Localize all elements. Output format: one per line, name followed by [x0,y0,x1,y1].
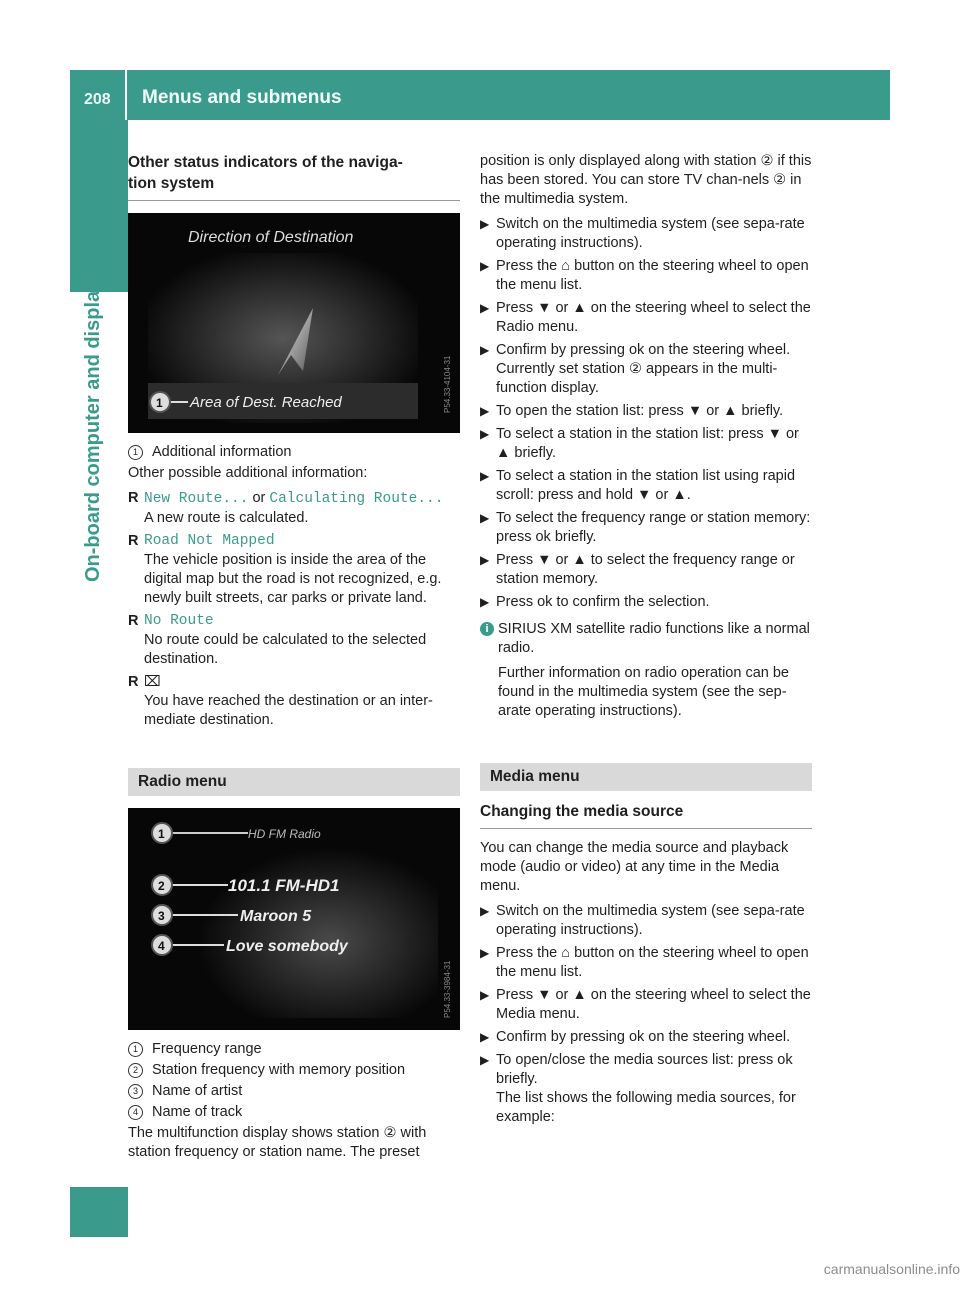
list-item: R ⌧ You have reached the destination or an inter-mediate destination. [128,673,460,730]
radio-band-label: HD FM Radio [248,827,321,841]
svg-text:2: 2 [158,879,165,893]
section-heading-radio: Radio menu [128,768,460,796]
legend-text: Frequency range [152,1041,262,1057]
legend-number: 3 [128,1084,143,1099]
step-text: Switch on the multimedia system (see sepa-rate operating instructions). [496,903,805,938]
legend-text: Name of artist [152,1083,243,1099]
image-code: P54.33-4104-31 [443,355,452,413]
legend-number: 1 [128,1042,143,1057]
page-number: 208 [84,91,111,108]
page-header [70,70,890,120]
legend-number: 1 [128,445,143,460]
step-item: ▶ To open/close the media sources list: press ok briefly. The list shows the following media sources, for example: [480,1051,812,1127]
step-item: ▶ Press ▼ or ▲ to select the frequency range or station memory. [480,551,812,589]
legend-text: Additional information [152,444,292,460]
legend-number: 2 [128,1063,143,1078]
page-title: Menus and submenus [142,87,342,108]
step-item: ▶ To select a station in the station list using rapid scroll: press and hold ▼ or ▲. [480,467,812,505]
step-item: ▶ To open the station list: press ▼ or ▲ briefly. [480,403,784,419]
list-item: R No Route No route could be calculated to the selected destination. [128,612,460,669]
legend-item [128,1082,460,1101]
legend-number: 4 [128,1105,143,1120]
term-calculating-route: Calculating Route... [269,491,444,507]
side-tab-top [70,120,128,292]
step-item: ▶ Confirm by pressing ok on the steering wheel. [480,1029,791,1045]
legend-item [128,1061,460,1080]
item-description: No route could be calculated to the selected destination. [144,632,427,667]
info-icon: i [480,622,494,636]
step-text: Switch on the multimedia system (see sepa-rate operating instructions). [496,216,805,251]
step-text: To select the frequency range or station memory: press ok briefly. [496,510,811,545]
watermark: carmanualsonline.info [823,1261,960,1277]
legend-text: Name of track [152,1104,243,1120]
info-note [480,620,812,727]
section-heading-media: Media menu [480,763,812,791]
section-title-status-indicators: Other status indicators of the naviga- tion system [128,152,460,201]
step-item: ▶ To select a station in the station list: press ▼ or ▲ briefly. [480,425,812,463]
legend-text: Station frequency with memory position [152,1062,406,1078]
station-intro: position is only displayed along with station ② if this has been stored. You can store TV chan-nels ② in the multimedia system. [480,153,812,207]
svg-text:1: 1 [158,827,165,841]
legend-item [128,1040,460,1059]
station-frequency-label: 101.1 FM-HD1 [228,876,340,895]
or-text: or [252,490,266,506]
info-text: SIRIUS XM satellite radio functions like a normal radio. [498,621,810,656]
item-description: You have reached the destination or an inter-mediate destination. [144,693,433,728]
step-item: ▶ Switch on the multimedia system (see sepa-rate operating instructions). [480,215,812,253]
step-item: ▶ Press ▼ or ▲ on the steering wheel to select the Media menu. [480,987,811,1022]
image-code: P54.33-3984-31 [443,960,452,1018]
step-text: Press ▼ or ▲ to select the frequency range or station memory. [496,552,795,587]
list-item: R New Route... or Calculating Route... A new route is calculated. [128,490,444,526]
term-new-route: New Route... [144,491,249,507]
step-text: Press ▼ or ▲ on the steering wheel to select the Media menu. [496,987,811,1022]
step-text: To select a station in the station list using rapid scroll: press and hold ▼ or ▲. [496,468,796,503]
track-label: Love somebody [226,938,348,955]
step-item: ▶ Press the ⌂ button on the steering wheel to open the menu list. [480,944,812,982]
item-description: The vehicle position is inside the area of the digital map but the road is not recognized, e.g. newly built streets, car parks or private land. [144,552,442,606]
step-text: Press the ⌂ button on the steering wheel to open the menu list. [496,945,809,980]
radio-display-graphic [128,808,460,1030]
side-tab-bottom [70,1187,128,1237]
step-item: ▶ Press the ⌂ button on the steering wheel to open the menu list. [480,257,812,295]
section-title-media-source: Changing the media source [480,801,812,829]
radio-screen-image [128,808,460,1030]
legend-item [128,443,460,462]
navigation-screen-image [128,213,460,433]
step-text: Confirm by pressing ok on the steering wheel. [496,1029,791,1045]
possible-info-text: Other possible additional information: [128,465,368,481]
destination-flag-icon: ⌧ [144,674,161,690]
step-text: Press the ⌂ button on the steering wheel to open the menu list. [496,258,809,293]
step-item: ▶ Press ok to confirm the selection. [480,594,710,610]
step-item: ▶ Confirm by pressing ok on the steering wheel. Currently set station ② appears in the multi-function display. [480,341,812,398]
svg-text:3: 3 [158,909,165,923]
step-text: To select a station in the station list: press ▼ or ▲ briefly. [496,426,799,461]
step-item: ▶ Switch on the multimedia system (see sepa-rate operating instructions). [480,902,812,940]
item-description: A new route is calculated. [144,510,309,526]
media-intro: You can change the media source and playback mode (audio or video) at any time in the Media menu. [480,840,789,894]
info-text: Further information on radio operation can be found in the multimedia system (see the sep-arate operating instructions). [498,665,789,719]
step-text: Confirm by pressing ok on the steering wheel. Currently set station ② appears in the multi-function display. [496,342,791,396]
step-text: Press ▼ or ▲ on the steering wheel to select the Radio menu. [496,300,811,335]
step-text: Press ok to confirm the selection. [496,594,710,610]
step-text: To open/close the media sources list: press ok briefly. The list shows the following media sources, for example: [496,1052,796,1125]
side-tab-label: On-board computer and displays [82,268,104,582]
mfd-description: The multifunction display shows station ② with station frequency or station name. The preset [128,1125,427,1160]
term-no-route: No Route [144,613,214,629]
artist-label: Maroon 5 [240,908,312,925]
legend-item [128,1103,460,1122]
navigation-display-graphic [128,213,460,433]
svg-text:1: 1 [156,396,163,410]
left-column [128,152,460,1168]
screen-callout: Area of Dest. Reached [190,394,342,411]
header-divider [125,70,127,120]
screen-title: Direction of Destination [188,229,354,246]
list-item: R Road Not Mapped The vehicle position is inside the area of the digital map but the road is not recognized, e.g. newly built streets, car parks or private land. [128,532,460,608]
step-text: To open the station list: press ▼ or ▲ briefly. [496,403,784,419]
svg-text:4: 4 [158,939,165,953]
step-item: ▶ Press ▼ or ▲ on the steering wheel to select the Radio menu. [480,300,811,335]
term-road-not-mapped: Road Not Mapped [144,533,275,549]
step-item: ▶ To select the frequency range or station memory: press ok briefly. [480,510,811,545]
right-column [480,152,812,1131]
